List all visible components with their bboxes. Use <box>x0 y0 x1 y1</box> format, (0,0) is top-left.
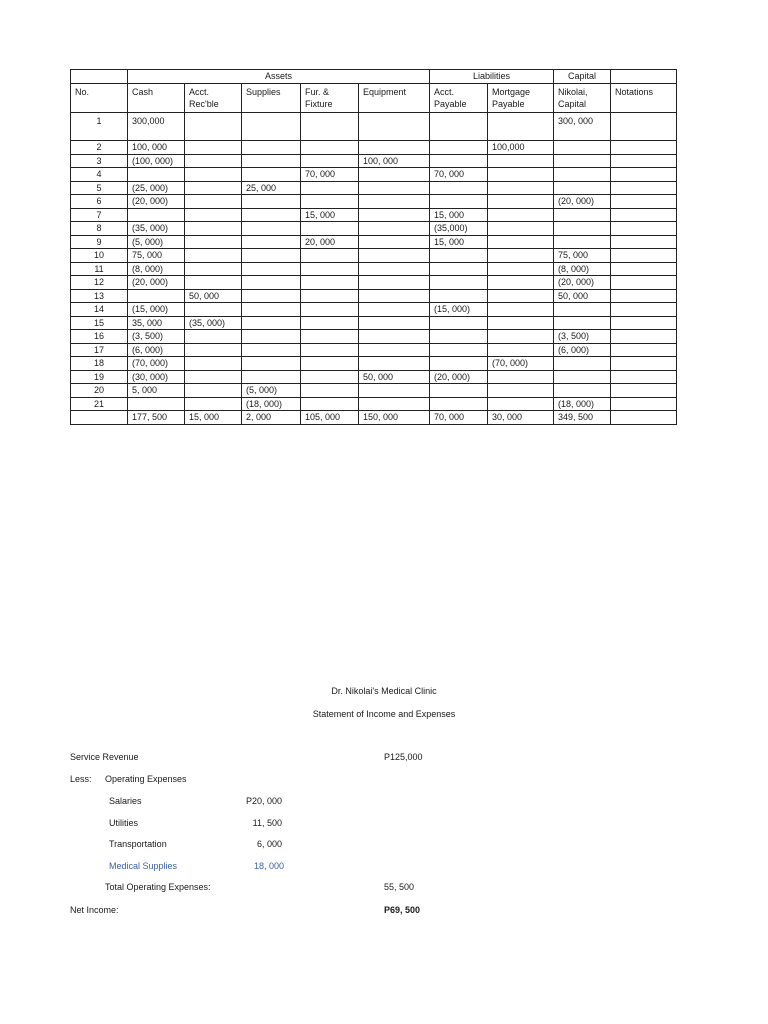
col-no-cell: 7 <box>71 208 128 222</box>
col-acct-rec-cell <box>185 235 242 249</box>
capital-group-header: Capital <box>554 70 611 84</box>
ledger-row <box>71 316 677 330</box>
col-supplies-cell <box>242 276 301 290</box>
col-acct-payable-cell <box>430 113 488 141</box>
expense-amount-utilities: 11, 500 <box>252 818 282 828</box>
col-equipment-cell <box>359 384 430 398</box>
col-cash-cell: (20, 000) <box>128 195 185 209</box>
col-supplies-cell <box>242 154 301 168</box>
col-notations-cell <box>611 343 677 357</box>
col-no-cell: 17 <box>71 343 128 357</box>
col-supplies-cell <box>242 113 301 141</box>
col-equipment-cell <box>359 141 430 155</box>
col-nikolai-capital-cell <box>554 303 611 317</box>
col-nikolai-capital-header: Nikolai, Capital <box>554 84 611 113</box>
ledger-row <box>71 330 677 344</box>
col-acct-payable-cell <box>430 181 488 195</box>
expense-label-medical-supplies: Medical Supplies <box>109 861 178 871</box>
col-acct-rec-cell <box>185 357 242 371</box>
ledger-row <box>71 113 677 141</box>
ledger-row <box>71 370 677 384</box>
col-no-cell: 14 <box>71 303 128 317</box>
col-nikolai-capital-cell <box>554 384 611 398</box>
col-equipment-cell <box>359 397 430 411</box>
ledger-body <box>71 113 677 425</box>
col-supplies-cell <box>242 262 301 276</box>
less-label: Less: <box>70 774 92 784</box>
col-nikolai-capital-cell: 349, 500 <box>554 411 611 425</box>
col-acct-rec-cell <box>185 195 242 209</box>
col-nikolai-capital-cell <box>554 208 611 222</box>
col-nikolai-capital-cell: (8, 000) <box>554 262 611 276</box>
ledger-row <box>71 181 677 195</box>
col-mortgage-payable-cell: 30, 000 <box>488 411 554 425</box>
col-no-cell: 11 <box>71 262 128 276</box>
col-mortgage-payable-cell <box>488 181 554 195</box>
col-supplies-cell: (5, 000) <box>242 384 301 398</box>
col-nikolai-capital-cell <box>554 357 611 371</box>
col-cash-cell: (30, 000) <box>128 370 185 384</box>
col-nikolai-capital-cell: (20, 000) <box>554 195 611 209</box>
col-fur-fixture-cell <box>301 370 359 384</box>
col-equipment-cell <box>359 181 430 195</box>
col-no-cell: 4 <box>71 168 128 182</box>
col-nikolai-capital-cell: 75, 000 <box>554 249 611 263</box>
col-fur-fixture-cell <box>301 343 359 357</box>
col-acct-rec-cell <box>185 370 242 384</box>
ledger-row <box>71 141 677 155</box>
col-mortgage-payable-cell <box>488 303 554 317</box>
service-revenue-label: Service Revenue <box>70 752 139 762</box>
col-no-cell: 2 <box>71 141 128 155</box>
col-nikolai-capital-cell <box>554 181 611 195</box>
col-nikolai-capital-cell: (6, 000) <box>554 343 611 357</box>
ledger-total-row <box>71 411 677 425</box>
col-acct-payable-cell <box>430 289 488 303</box>
col-acct-payable-cell: 15, 000 <box>430 235 488 249</box>
service-revenue-amount: P125,000 <box>384 752 423 762</box>
col-notations-cell <box>611 113 677 141</box>
col-fur-fixture-cell <box>301 195 359 209</box>
ledger-row <box>71 222 677 236</box>
col-equipment-cell <box>359 262 430 276</box>
col-acct-payable-cell <box>430 316 488 330</box>
ledger-column-header-row <box>71 84 677 113</box>
col-equipment-cell <box>359 222 430 236</box>
col-no-cell: 20 <box>71 384 128 398</box>
col-equipment-cell <box>359 289 430 303</box>
ledger-row <box>71 262 677 276</box>
col-mortgage-payable-cell <box>488 208 554 222</box>
col-acct-payable-cell: 70, 000 <box>430 168 488 182</box>
col-acct-payable-cell <box>430 330 488 344</box>
col-cash-header: Cash <box>128 84 185 113</box>
expense-label-salaries: Salaries <box>109 796 142 806</box>
col-notations-cell <box>611 357 677 371</box>
col-supplies-cell <box>242 195 301 209</box>
col-acct-rec-cell <box>185 181 242 195</box>
col-acct-rec-cell <box>185 262 242 276</box>
col-mortgage-payable-cell: (70, 000) <box>488 357 554 371</box>
col-no-cell: 15 <box>71 316 128 330</box>
expense-amount-transportation: 6, 000 <box>256 839 282 849</box>
col-cash-cell: 300,000 <box>128 113 185 141</box>
col-cash-cell: (100, 000) <box>128 154 185 168</box>
col-supplies-cell <box>242 303 301 317</box>
col-equipment-cell <box>359 316 430 330</box>
expense-amount-salaries: P20, 000 <box>245 796 282 806</box>
col-acct-payable-cell: (20, 000) <box>430 370 488 384</box>
col-fur-fixture-cell <box>301 316 359 330</box>
col-acct-rec-cell <box>185 330 242 344</box>
net-income-label: Net Income: <box>70 905 119 915</box>
col-acct-rec-cell <box>185 141 242 155</box>
clinic-name: Dr. Nikolai's Medical Clinic <box>331 686 437 696</box>
operating-expenses-label: Operating Expenses <box>105 774 187 784</box>
ledger-row <box>71 276 677 290</box>
col-mortgage-payable-cell <box>488 168 554 182</box>
col-notations-cell <box>611 276 677 290</box>
col-fur-fixture-cell <box>301 397 359 411</box>
col-acct-payable-cell <box>430 141 488 155</box>
col-notations-cell <box>611 141 677 155</box>
col-nikolai-capital-cell <box>554 316 611 330</box>
ledger-row <box>71 397 677 411</box>
col-notations-cell <box>611 397 677 411</box>
col-cash-cell <box>128 208 185 222</box>
col-notations-cell <box>611 249 677 263</box>
col-notations-cell <box>611 370 677 384</box>
col-no-cell: 13 <box>71 289 128 303</box>
col-cash-cell: (15, 000) <box>128 303 185 317</box>
col-no-header: No. <box>71 84 128 113</box>
col-no-cell <box>71 411 128 425</box>
col-cash-cell: 100, 000 <box>128 141 185 155</box>
col-acct-rec-cell <box>185 384 242 398</box>
col-mortgage-payable-cell <box>488 113 554 141</box>
col-acct-payable-cell: 70, 000 <box>430 411 488 425</box>
col-supplies-cell <box>242 316 301 330</box>
col-notations-cell <box>611 208 677 222</box>
col-cash-cell: 75, 000 <box>128 249 185 263</box>
col-acct-payable-cell: 15, 000 <box>430 208 488 222</box>
transaction-ledger-table <box>70 69 677 425</box>
col-cash-cell <box>128 397 185 411</box>
col-acct-rec-cell <box>185 276 242 290</box>
col-notations-cell <box>611 222 677 236</box>
col-acct-rec-cell <box>185 208 242 222</box>
col-notations-cell <box>611 154 677 168</box>
col-fur-fixture-cell <box>301 384 359 398</box>
col-fur-fixture-cell <box>301 222 359 236</box>
col-cash-cell: (35, 000) <box>128 222 185 236</box>
assets-group-header: Assets <box>128 70 430 84</box>
col-equipment-cell: 150, 000 <box>359 411 430 425</box>
col-mortgage-payable-cell <box>488 316 554 330</box>
col-acct-payable-cell: (35,000) <box>430 222 488 236</box>
expense-amount-medical-supplies: 18, 000 <box>253 861 284 871</box>
ledger-row <box>71 154 677 168</box>
col-acct-payable-cell <box>430 249 488 263</box>
col-acct-payable-cell <box>430 262 488 276</box>
col-mortgage-payable-cell <box>488 343 554 357</box>
col-mortgage-payable-header: Mortgage Payable <box>488 84 554 113</box>
col-mortgage-payable-cell <box>488 276 554 290</box>
ledger-row <box>71 289 677 303</box>
col-nikolai-capital-cell: 300, 000 <box>554 113 611 141</box>
col-nikolai-capital-cell: (18, 000) <box>554 397 611 411</box>
col-fur-fixture-cell <box>301 289 359 303</box>
col-cash-cell: 5, 000 <box>128 384 185 398</box>
col-fur-fixture-cell <box>301 303 359 317</box>
col-fur-fixture-cell <box>301 154 359 168</box>
col-mortgage-payable-cell <box>488 397 554 411</box>
ledger-row <box>71 168 677 182</box>
col-nikolai-capital-cell: (20, 000) <box>554 276 611 290</box>
col-acct-rec-cell <box>185 343 242 357</box>
col-mortgage-payable-cell <box>488 235 554 249</box>
col-equipment-cell <box>359 303 430 317</box>
col-supplies-cell <box>242 343 301 357</box>
col-acct-payable-cell <box>430 154 488 168</box>
col-cash-cell: (70, 000) <box>128 357 185 371</box>
col-mortgage-payable-cell <box>488 154 554 168</box>
ledger-row <box>71 195 677 209</box>
col-cash-cell: 35, 000 <box>128 316 185 330</box>
col-fur-fixture-cell: 105, 000 <box>301 411 359 425</box>
col-fur-fixture-cell <box>301 262 359 276</box>
ledger-corner-cell <box>71 70 128 84</box>
col-supplies-cell <box>242 208 301 222</box>
col-acct-rec-cell: 50, 000 <box>185 289 242 303</box>
col-supplies-cell: 2, 000 <box>242 411 301 425</box>
col-acct-payable-cell <box>430 397 488 411</box>
col-supplies-cell <box>242 222 301 236</box>
col-notations-cell <box>611 181 677 195</box>
col-acct-rec-cell <box>185 303 242 317</box>
col-equipment-cell: 50, 000 <box>359 370 430 384</box>
col-no-cell: 9 <box>71 235 128 249</box>
col-no-cell: 18 <box>71 357 128 371</box>
col-nikolai-capital-cell <box>554 235 611 249</box>
col-fur-fixture-cell <box>301 249 359 263</box>
col-no-cell: 8 <box>71 222 128 236</box>
col-acct-payable-cell <box>430 384 488 398</box>
ledger-group-header-row <box>71 70 677 84</box>
col-supplies-cell: (18, 000) <box>242 397 301 411</box>
col-cash-cell: (5, 000) <box>128 235 185 249</box>
col-equipment-cell <box>359 235 430 249</box>
col-cash-cell <box>128 289 185 303</box>
col-acct-payable-cell <box>430 276 488 290</box>
col-equipment-cell <box>359 113 430 141</box>
statement-title: Statement of Income and Expenses <box>312 709 456 719</box>
col-no-cell: 21 <box>71 397 128 411</box>
ledger-row <box>71 384 677 398</box>
expense-label-utilities: Utilities <box>109 818 139 828</box>
col-acct-rec-cell <box>185 168 242 182</box>
col-supplies-cell: 25, 000 <box>242 181 301 195</box>
col-fur-fixture-cell <box>301 330 359 344</box>
col-notations-cell <box>611 330 677 344</box>
col-no-cell: 12 <box>71 276 128 290</box>
col-mortgage-payable-cell <box>488 370 554 384</box>
col-equipment-cell <box>359 249 430 263</box>
col-acct-rec-cell <box>185 113 242 141</box>
col-nikolai-capital-cell: (3, 500) <box>554 330 611 344</box>
col-nikolai-capital-cell <box>554 154 611 168</box>
col-cash-cell <box>128 168 185 182</box>
col-acct-rec-cell <box>185 397 242 411</box>
col-acct-rec-cell: 15, 000 <box>185 411 242 425</box>
col-acct-payable-cell <box>430 357 488 371</box>
col-equipment-cell: 100, 000 <box>359 154 430 168</box>
col-notations-cell <box>611 411 677 425</box>
col-fur-fixture-cell <box>301 141 359 155</box>
col-fur-fixture-cell: 70, 000 <box>301 168 359 182</box>
col-nikolai-capital-cell <box>554 141 611 155</box>
col-no-cell: 16 <box>71 330 128 344</box>
col-supplies-cell <box>242 235 301 249</box>
col-mortgage-payable-cell <box>488 195 554 209</box>
col-fur-fixture-cell: 15, 000 <box>301 208 359 222</box>
col-fur-fixture-cell <box>301 113 359 141</box>
col-equipment-cell <box>359 168 430 182</box>
col-cash-cell: (3, 500) <box>128 330 185 344</box>
col-equipment-cell <box>359 343 430 357</box>
col-no-cell: 3 <box>71 154 128 168</box>
col-equipment-cell <box>359 208 430 222</box>
col-cash-cell: (20, 000) <box>128 276 185 290</box>
total-operating-expenses-amount: 55, 500 <box>384 882 415 892</box>
col-fur-fixture-cell <box>301 357 359 371</box>
ledger-row <box>71 357 677 371</box>
col-acct-payable-cell <box>430 195 488 209</box>
col-acct-payable-cell: (15, 000) <box>430 303 488 317</box>
col-no-cell: 19 <box>71 370 128 384</box>
col-mortgage-payable-cell <box>488 222 554 236</box>
col-equipment-cell <box>359 357 430 371</box>
col-mortgage-payable-cell <box>488 384 554 398</box>
col-cash-cell: (25, 000) <box>128 181 185 195</box>
col-notations-cell <box>611 168 677 182</box>
col-acct-rec-cell <box>185 249 242 263</box>
ledger-row <box>71 235 677 249</box>
col-notations-cell <box>611 316 677 330</box>
col-mortgage-payable-cell <box>488 289 554 303</box>
col-cash-cell: (6, 000) <box>128 343 185 357</box>
col-equipment-cell <box>359 276 430 290</box>
col-fur-fixture-cell <box>301 276 359 290</box>
col-equipment-cell <box>359 330 430 344</box>
col-mortgage-payable-cell <box>488 330 554 344</box>
col-no-cell: 10 <box>71 249 128 263</box>
col-supplies-cell <box>242 141 301 155</box>
col-fur-fixture-header: Fur. & Fixture <box>301 84 359 113</box>
ledger-row <box>71 249 677 263</box>
col-nikolai-capital-cell: 50, 000 <box>554 289 611 303</box>
col-equipment-header: Equipment <box>359 84 430 113</box>
col-nikolai-capital-cell <box>554 168 611 182</box>
col-cash-cell: (8, 000) <box>128 262 185 276</box>
col-acct-rec-cell <box>185 154 242 168</box>
col-mortgage-payable-cell <box>488 262 554 276</box>
col-supplies-header: Supplies <box>242 84 301 113</box>
total-operating-expenses-label: Total Operating Expenses: <box>105 882 211 892</box>
col-notations-cell <box>611 195 677 209</box>
col-no-cell: 1 <box>71 113 128 141</box>
col-supplies-cell <box>242 357 301 371</box>
col-equipment-cell <box>359 195 430 209</box>
col-acct-rec-cell: (35, 000) <box>185 316 242 330</box>
col-mortgage-payable-cell <box>488 249 554 263</box>
col-notations-cell <box>611 289 677 303</box>
ledger-row <box>71 343 677 357</box>
col-fur-fixture-cell: 20, 000 <box>301 235 359 249</box>
ledger-row <box>71 303 677 317</box>
col-supplies-cell <box>242 168 301 182</box>
col-acct-rec-cell <box>185 222 242 236</box>
col-supplies-cell <box>242 289 301 303</box>
col-notations-cell <box>611 262 677 276</box>
col-notations-cell <box>611 303 677 317</box>
liabilities-group-header: Liabilities <box>430 70 554 84</box>
col-notations-cell <box>611 384 677 398</box>
col-notations-cell <box>611 235 677 249</box>
col-nikolai-capital-cell <box>554 370 611 384</box>
net-income-amount: P69, 500 <box>384 905 421 915</box>
col-cash-cell: 177, 500 <box>128 411 185 425</box>
notations-group-blank <box>611 70 677 84</box>
col-fur-fixture-cell <box>301 181 359 195</box>
col-supplies-cell <box>242 370 301 384</box>
col-no-cell: 5 <box>71 181 128 195</box>
col-acct-rec-header: Acct. Rec'ble <box>185 84 242 113</box>
ledger-row <box>71 208 677 222</box>
col-nikolai-capital-cell <box>554 222 611 236</box>
expense-label-transportation: Transportation <box>109 839 167 849</box>
col-mortgage-payable-cell: 100,000 <box>488 141 554 155</box>
col-notations-header: Notations <box>611 84 677 113</box>
col-no-cell: 6 <box>71 195 128 209</box>
col-acct-payable-cell <box>430 343 488 357</box>
col-acct-payable-header: Acct. Payable <box>430 84 488 113</box>
col-supplies-cell <box>242 330 301 344</box>
col-supplies-cell <box>242 249 301 263</box>
